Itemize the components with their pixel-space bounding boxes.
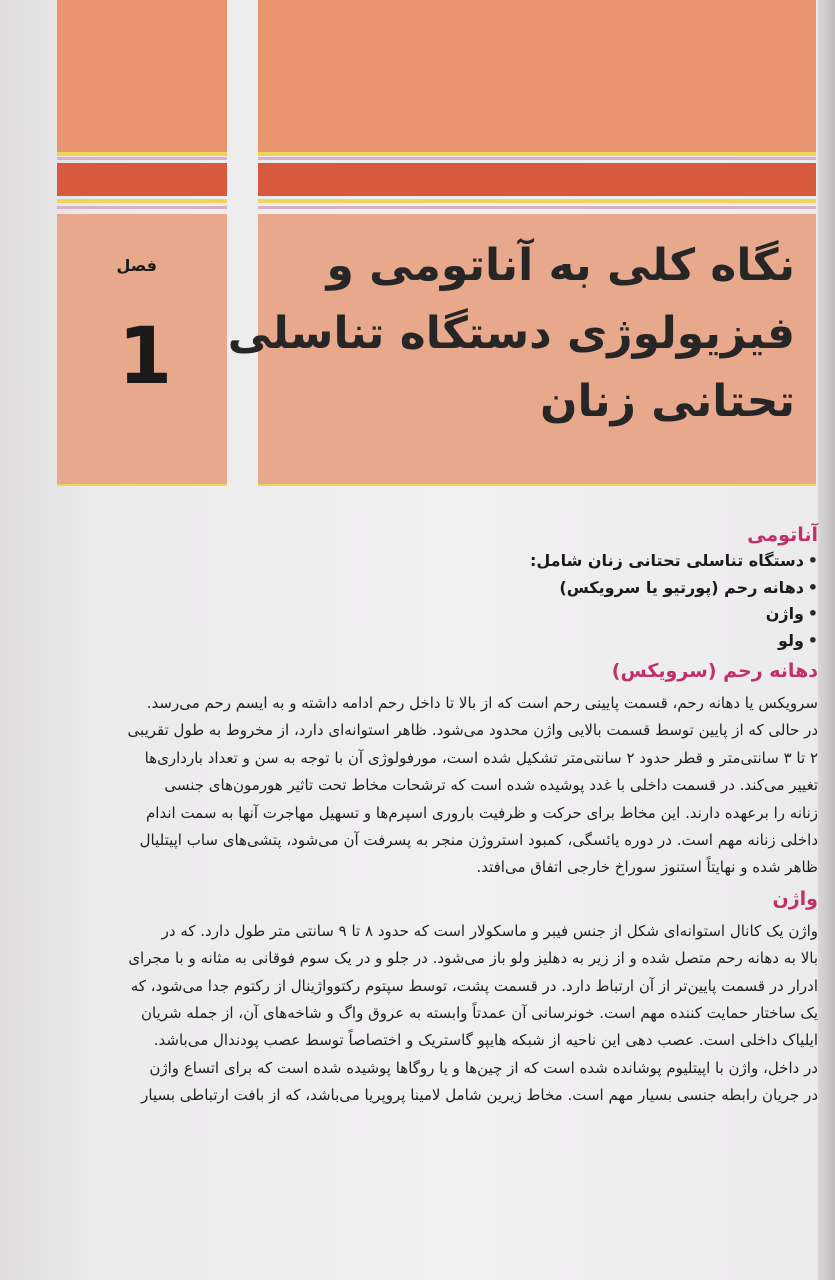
bullet-item: • واژن xyxy=(42,601,818,628)
text-line: بالا به دهانه رحم متصل شده و از زیر به دهلیز ولو باز می‌شود. در جلو و در یک سوم فوقانی به مثانه و با مجرای xyxy=(128,949,818,968)
chapter-title xyxy=(227,232,795,436)
text-line: سرویکس یا دهانه رحم، قسمت پایینی رحم است که از بالا تا داخل رحم ادامه داشته و به ایسم رحم می‌رسد. xyxy=(146,694,818,712)
chapter-label: فصل xyxy=(116,256,157,275)
text-line: ادرار در قسمت پایین‌تر از آن ارتباط دارد. در قسمت پشت، توسط سپتوم رکتوواژینال از رکتوم جدا می‌شود، که xyxy=(130,976,818,995)
pink-stripe xyxy=(57,157,227,160)
text-line: در داخل، واژن با اپیتلیوم پوشانده شده است که از چین‌ها و یا روگاها پوشیده شده است که برای اتساع واژن xyxy=(149,1058,818,1077)
yellow-stripe xyxy=(258,152,816,156)
bullet-item: • ولو xyxy=(42,628,818,655)
vagina-paragraph xyxy=(42,918,818,1110)
red-band-right xyxy=(258,163,816,196)
text-line: در جریان رابطه جنسی بسیار مهم است. مخاط زیرین شامل لامینا پروپریا می‌باشد، که از بافت ارتباطی بسیار xyxy=(141,1086,818,1105)
section-heading-cervix: دهانه رحم (سرویکس) xyxy=(611,660,818,682)
pink-stripe xyxy=(258,206,816,209)
section-heading-vagina: واژن xyxy=(772,887,818,910)
pink-stripe xyxy=(57,206,227,209)
page-edge-shadow xyxy=(818,0,835,1280)
text-line: یک ساختار حمایت کننده مهم است. خونرسانی آن عمدتاً وابسته به عروق واگ و شاخه‌های آن، از جمله شریان xyxy=(140,1004,818,1023)
text-line: تغییر می‌کند. در قسمت داخلی با غدد پوشیده شده است که ترشحات مخاط تحت تاثیر هورمون‌های جنسی xyxy=(164,776,818,795)
chapter-number: 1 xyxy=(118,312,173,402)
body-content xyxy=(42,522,818,1110)
header-block-right xyxy=(258,0,816,152)
chapter-title-line: نگاه کلی به آناتومی و xyxy=(326,240,795,291)
chapter-title-line: تحتانی زنان xyxy=(540,376,795,427)
cervix-paragraph xyxy=(42,690,818,882)
text-line: در حالی که از پایین توسط قسمت بالایی واژن محدود می‌شود. ظاهر استوانه‌ای دارد، از مخروط به طول تقریبی xyxy=(127,721,818,740)
bullet-item: • دستگاه تناسلی تحتانی زنان شامل: xyxy=(42,548,818,575)
header-block-left xyxy=(57,0,227,152)
yellow-stripe xyxy=(258,199,816,203)
yellow-stripe xyxy=(57,199,227,203)
red-band-left xyxy=(57,163,227,196)
text-line: زنانه را برعهده دارند. این مخاط برای حرکت و ظرفیت باروری اسپرم‌ها و تسهیل مهاجرت آنها به سمت اندام xyxy=(146,803,818,822)
text-line: ظاهر شده و نهایتاً استنوز سوراخ خارجی اتفاق می‌افتد. xyxy=(476,858,818,877)
yellow-stripe xyxy=(57,152,227,156)
text-line: ۲ تا ۳ سانتی‌متر و قطر حدود ۲ سانتی‌متر تشکیل شده است، مورفولوژی آن با توجه به سن و تعداد بارداری‌ها xyxy=(144,748,818,767)
section-heading-anatomy: آناتومی xyxy=(747,524,818,546)
text-line: واژن یک کانال استوانه‌ای شکل از جنس فیبر و ماسکولار است که حدود ۸ تا ۹ سانتی متر طول دارد. که در xyxy=(161,921,818,940)
text-line: داخلی زنانه مهم است. در دوره یائسگی، کمبود استروژن منجر به پسرفت آن می‌شود، پتشی‌های ساب اپیتلیال xyxy=(139,831,818,850)
text-line: ایلیاک داخلی است. عصب دهی این ناحیه از شبکه هایپو گاستریک و اختصاصاً توسط عصب پودندال می‌باشد. xyxy=(153,1031,818,1050)
yellow-stripe xyxy=(258,484,816,486)
yellow-stripe xyxy=(57,484,227,486)
pink-stripe xyxy=(258,157,816,160)
chapter-title-line: فیزیولوژی دستگاه تناسلی xyxy=(227,308,795,359)
bullet-item: • دهانه رحم (پورتیو یا سرویکس) xyxy=(42,575,818,602)
